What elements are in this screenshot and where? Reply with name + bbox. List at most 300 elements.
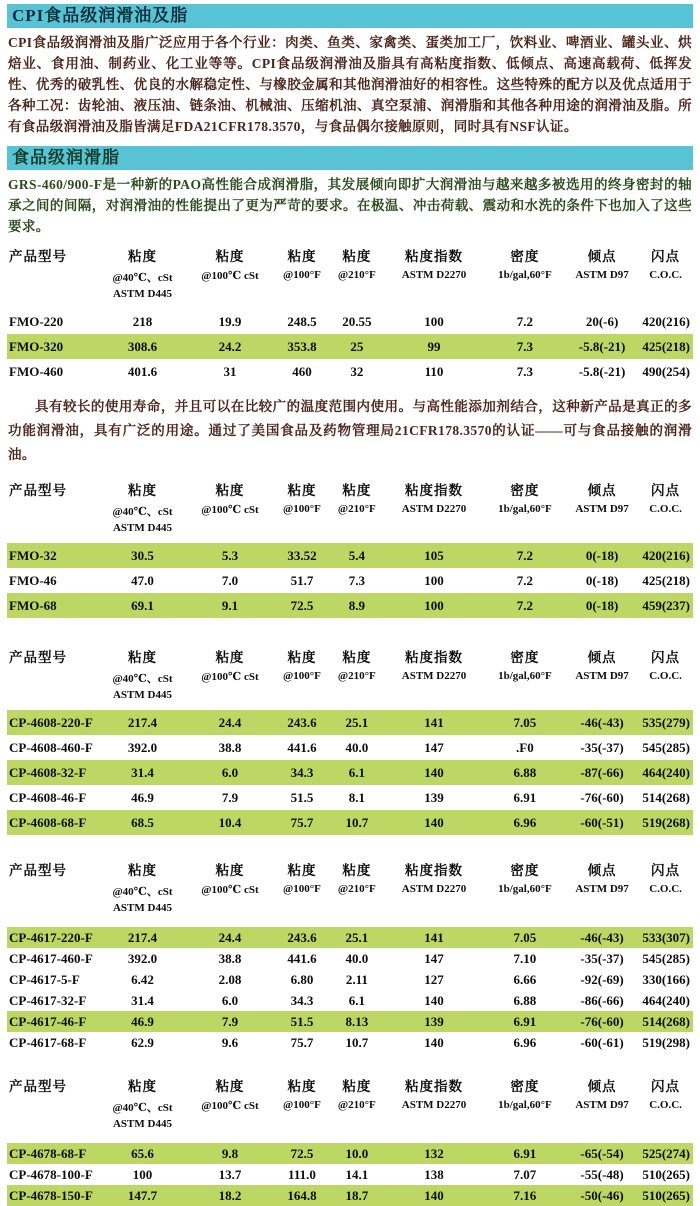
column-header-line: @100°F — [283, 269, 321, 281]
column-header — [484, 853, 566, 927]
table-row — [7, 969, 693, 990]
table-cell: -92(-69) — [580, 971, 624, 987]
table-cell: 47.0 — [131, 572, 154, 588]
spec-table — [7, 239, 693, 384]
product-model-cell: FMO-46 — [9, 572, 57, 588]
column-header-line: @100°F — [283, 1099, 321, 1111]
table-cell: 140 — [424, 814, 444, 830]
table-cell: 7.05 — [513, 714, 537, 730]
column-header-line: ASTM D97 — [575, 269, 629, 281]
column-header — [7, 1069, 100, 1143]
column-header-line: ASTM D2270 — [401, 1099, 467, 1111]
spec-table — [7, 640, 693, 835]
column-header — [638, 853, 693, 927]
column-header — [100, 853, 186, 927]
table-cell: 100 — [424, 572, 444, 588]
column-header-line: ASTM D445 — [112, 522, 172, 534]
table-cell: -86(-66) — [580, 992, 624, 1008]
column-header — [275, 1069, 330, 1143]
table-cell: 20(-6) — [585, 313, 619, 329]
spec-table-fmo-heavy — [7, 239, 693, 384]
column-header-line: 粘度 — [215, 483, 245, 498]
column-header-line: 闪点 — [651, 650, 681, 665]
product-model-cell: CP-4617-68-F — [9, 1034, 87, 1050]
column-header-line: 1b/gal,60°F — [498, 883, 552, 895]
column-header — [329, 640, 384, 710]
table-cell: 5.4 — [348, 547, 365, 563]
table-cell: 7.3 — [348, 572, 365, 588]
table-cell: 425(218) — [642, 572, 690, 588]
table-cell: 420(216) — [642, 313, 690, 329]
column-header-line: C.O.C. — [649, 1099, 682, 1111]
table-cell: 46.9 — [131, 789, 154, 805]
column-header-line: 粘度 — [342, 249, 372, 264]
table-cell: 10.4 — [218, 814, 242, 830]
column-header — [329, 853, 384, 927]
table-cell: 72.5 — [290, 1145, 314, 1161]
table-cell: 51.5 — [290, 789, 314, 805]
table-cell: 0(-18) — [585, 572, 619, 588]
section-header-grease — [7, 146, 693, 170]
column-header-line: ASTM D2270 — [401, 503, 467, 515]
column-header-line: @40℃、cSt — [112, 272, 173, 284]
column-header — [100, 640, 186, 710]
column-header-line: C.O.C. — [649, 269, 682, 281]
column-header-line: 粘度 — [342, 650, 372, 665]
table-cell: 18.7 — [345, 1187, 369, 1203]
column-header-line: 闪点 — [651, 1079, 681, 1094]
table-cell: 6.88 — [513, 764, 537, 780]
table-row — [7, 710, 693, 735]
table-cell: 5.3 — [221, 547, 239, 563]
table-cell: 420(216) — [642, 547, 690, 563]
column-header-line: 闪点 — [651, 483, 681, 498]
table-cell: 140 — [424, 1034, 444, 1050]
table-cell: 140 — [424, 764, 444, 780]
table-cell: 2.11 — [345, 971, 368, 987]
table-cell: 33.52 — [287, 547, 317, 563]
table-cell: 441.6 — [287, 950, 317, 966]
column-header-line: 倾点 — [587, 863, 617, 878]
column-header — [275, 853, 330, 927]
table-cell: 490(254) — [642, 363, 690, 379]
table-cell: 62.9 — [131, 1034, 154, 1050]
column-header-line: ASTM D97 — [575, 670, 629, 682]
table-cell: 105 — [424, 547, 444, 563]
table-cell: -46(-43) — [580, 929, 624, 945]
table-row — [7, 1143, 693, 1164]
table-cell: 7.9 — [221, 1013, 239, 1029]
table-cell: 0(-18) — [585, 547, 619, 563]
column-header — [384, 1069, 483, 1143]
column-header-line: @210°F — [337, 883, 376, 895]
product-model-cell: CP-4608-220-F — [9, 714, 93, 730]
table-cell: 7.3 — [516, 338, 534, 354]
table-cell: 2.08 — [218, 971, 242, 987]
column-header-line: 1b/gal,60°F — [498, 1099, 552, 1111]
column-header — [7, 239, 100, 309]
table-row — [7, 948, 693, 969]
table-cell: 519(268) — [642, 814, 690, 830]
table-cell: 14.1 — [345, 1166, 369, 1182]
table-cell: 6.91 — [513, 1013, 537, 1029]
column-header-line: 产品型号 — [9, 249, 67, 264]
table-cell: -76(-60) — [580, 789, 624, 805]
column-header-line: 粘度指数 — [405, 483, 464, 498]
table-cell: 8.13 — [345, 1013, 369, 1029]
column-header — [7, 853, 100, 927]
column-header-line: 粘度 — [127, 650, 157, 665]
product-model-cell: CP-4608-32-F — [9, 764, 87, 780]
column-header — [566, 239, 638, 309]
column-header-line: 粘度指数 — [405, 650, 464, 665]
table-row — [7, 927, 693, 948]
column-header-line: 粘度 — [215, 249, 245, 264]
table-row — [7, 359, 693, 384]
column-header — [638, 473, 693, 543]
table-cell: 6.91 — [513, 789, 537, 805]
column-header-line: 密度 — [510, 483, 540, 498]
table-cell: 514(268) — [642, 1013, 690, 1029]
table-cell: 25 — [350, 338, 364, 354]
column-header-line: 粘度 — [127, 483, 157, 498]
table-cell: 392.0 — [127, 950, 158, 966]
product-model-cell: FMO-320 — [9, 338, 64, 354]
section-title-grease: 食品级润滑脂 — [12, 148, 120, 167]
column-header-line: C.O.C. — [649, 503, 682, 515]
table-row — [7, 543, 693, 568]
product-model-cell: FMO-68 — [9, 597, 57, 613]
table-cell: -50(-46) — [580, 1187, 624, 1203]
product-model-cell: CP-4678-100-F — [9, 1166, 93, 1182]
table-cell: 0(-18) — [585, 597, 619, 613]
section-header-oils — [7, 4, 693, 28]
table-cell: 353.8 — [287, 338, 317, 354]
table-cell: 514(268) — [642, 789, 690, 805]
column-header-line: ASTM D97 — [575, 503, 629, 515]
header-row — [7, 640, 693, 710]
table-cell: 68.5 — [131, 814, 154, 830]
table-cell: 100 — [132, 1166, 153, 1182]
column-header-line: 粘度 — [287, 863, 317, 878]
table-cell: -60(-51) — [580, 814, 624, 830]
column-header-line: 产品型号 — [9, 1079, 67, 1094]
table-row — [7, 760, 693, 785]
spec-table — [7, 473, 693, 618]
column-header-line: 粘度指数 — [405, 1079, 464, 1094]
column-header-line: 粘度 — [287, 650, 317, 665]
product-model-cell: FMO-220 — [9, 313, 64, 329]
table-row — [7, 593, 693, 618]
column-header-line: ASTM D2270 — [401, 883, 467, 895]
table-cell: 6.0 — [221, 992, 239, 1008]
column-header-line: @210°F — [337, 503, 376, 515]
product-model-cell: CP-4617-32-F — [9, 992, 87, 1008]
table-cell: 330(166) — [642, 971, 690, 987]
table-cell: 6.91 — [513, 1145, 537, 1161]
column-header — [185, 239, 274, 309]
column-header-line: @40℃、cSt — [112, 506, 173, 518]
column-header — [185, 473, 274, 543]
table-cell: 25.1 — [345, 714, 369, 730]
column-header — [329, 1069, 384, 1143]
table-cell: 464(240) — [642, 764, 690, 780]
column-header — [484, 239, 566, 309]
table-cell: -60(-61) — [580, 1034, 624, 1050]
column-header — [566, 1069, 638, 1143]
column-header — [185, 640, 274, 710]
table-cell: 519(298) — [642, 1034, 690, 1050]
table-cell: 65.6 — [131, 1145, 154, 1161]
table-cell: 7.16 — [513, 1187, 537, 1203]
column-header-line: 粘度 — [287, 1079, 317, 1094]
table-cell: 19.9 — [218, 313, 242, 329]
column-header-line: 密度 — [510, 863, 540, 878]
column-header-line: ASTM D97 — [575, 1099, 629, 1111]
table-cell: 140 — [424, 992, 444, 1008]
column-header — [185, 853, 274, 927]
table-row — [7, 785, 693, 810]
spec-table — [7, 1069, 693, 1206]
column-header — [638, 640, 693, 710]
table-cell: 7.07 — [513, 1166, 537, 1182]
table-row — [7, 1164, 693, 1185]
table-cell: 18.2 — [218, 1187, 242, 1203]
table-cell: 20.55 — [342, 313, 372, 329]
column-header-line: 1b/gal,60°F — [498, 269, 552, 281]
table-cell: 308.6 — [127, 338, 158, 354]
product-model-cell: FMO-460 — [9, 363, 64, 379]
table-cell: 217.4 — [127, 929, 158, 945]
column-header-line: 倾点 — [587, 249, 617, 264]
column-header — [275, 473, 330, 543]
product-model-cell: FMO-32 — [9, 547, 57, 563]
table-cell: 7.10 — [513, 950, 537, 966]
column-header-line: 倾点 — [587, 650, 617, 665]
table-cell: 147 — [424, 950, 444, 966]
table-cell: 72.5 — [290, 597, 314, 613]
table-cell: 139 — [424, 789, 444, 805]
column-header-line: 粘度 — [127, 863, 157, 878]
spec-table-cp-4617 — [7, 853, 693, 1053]
product-model-cell: CP-4678-68-F — [9, 1145, 87, 1161]
table-cell: 9.8 — [221, 1145, 239, 1161]
table-cell: 13.7 — [218, 1166, 242, 1182]
column-header-line: 粘度 — [342, 483, 372, 498]
column-header-line: @100°F — [283, 883, 321, 895]
table-cell: 9.1 — [221, 597, 239, 613]
table-cell: 7.2 — [516, 547, 534, 563]
column-header-line: 1b/gal,60°F — [498, 503, 552, 515]
table-cell: -55(-48) — [580, 1166, 624, 1182]
column-header-line: 密度 — [510, 1079, 540, 1094]
table-cell: 7.0 — [221, 572, 239, 588]
table-cell: 6.0 — [221, 764, 239, 780]
table-cell: 51.5 — [290, 1013, 314, 1029]
column-header — [100, 473, 186, 543]
column-header-line: 闪点 — [651, 249, 681, 264]
header-row — [7, 1069, 693, 1143]
table-cell: 7.2 — [516, 313, 534, 329]
column-header — [566, 473, 638, 543]
column-header — [329, 239, 384, 309]
table-cell: 6.1 — [348, 992, 365, 1008]
table-cell: 127 — [424, 971, 444, 987]
column-header-line: 粘度 — [287, 483, 317, 498]
table-cell: 464(240) — [642, 992, 690, 1008]
column-header-line: 粘度指数 — [405, 249, 464, 264]
table-cell: -87(-66) — [580, 764, 624, 780]
table-cell: 46.9 — [131, 1013, 154, 1029]
table-cell: 7.05 — [513, 929, 537, 945]
table-cell: 34.3 — [290, 764, 314, 780]
column-header — [384, 473, 483, 543]
product-model-cell: CP-4617-46-F — [9, 1013, 87, 1029]
table-cell: 525(274) — [642, 1145, 690, 1161]
column-header-line: ASTM D445 — [112, 689, 172, 701]
table-cell: 147.7 — [127, 1187, 158, 1203]
table-cell: 38.8 — [218, 739, 242, 755]
table-cell: 510(265) — [642, 1166, 690, 1182]
table-cell: 31.4 — [131, 764, 154, 780]
column-header-line: 倾点 — [587, 483, 617, 498]
table-cell: 164.8 — [287, 1187, 317, 1203]
column-header — [566, 853, 638, 927]
header-row — [7, 853, 693, 927]
column-header-line: ASTM D2270 — [401, 670, 467, 682]
table-cell: 10.7 — [345, 1034, 369, 1050]
table-cell: 141 — [424, 929, 444, 945]
column-header — [275, 640, 330, 710]
table-cell: 6.88 — [513, 992, 537, 1008]
table-cell: 392.0 — [127, 739, 158, 755]
section-title-oils: CPI食品级润滑油及脂 — [12, 6, 189, 25]
column-header-line: 粘度 — [287, 249, 317, 264]
column-header — [484, 640, 566, 710]
table-cell: 7.2 — [516, 572, 534, 588]
column-header-line: 粘度 — [215, 863, 245, 878]
table-cell: 24.4 — [218, 929, 242, 945]
product-model-cell: CP-4617-5-F — [9, 971, 80, 987]
column-header-line: 产品型号 — [9, 650, 67, 665]
table-cell: 9.6 — [221, 1034, 239, 1050]
column-header-line: 粘度 — [127, 249, 157, 264]
table-cell: 99 — [427, 338, 441, 354]
table-cell: 139 — [424, 1013, 444, 1029]
column-header-line: 1b/gal,60°F — [498, 670, 552, 682]
table-cell: 34.3 — [290, 992, 314, 1008]
column-header-line: 粘度 — [215, 1079, 245, 1094]
table-cell: 140 — [424, 1187, 444, 1203]
table-cell: 545(285) — [642, 950, 690, 966]
column-header-line: 粘度 — [215, 650, 245, 665]
column-header-line: ASTM D445 — [112, 1118, 172, 1130]
table-cell: 40.0 — [345, 950, 369, 966]
table-cell: 217.4 — [127, 714, 158, 730]
table-cell: 32 — [350, 363, 364, 379]
column-header — [384, 640, 483, 710]
table-cell: 24.4 — [218, 714, 242, 730]
column-header-line: @210°F — [337, 1099, 376, 1111]
column-header-line: C.O.C. — [649, 670, 682, 682]
table-cell: 75.7 — [290, 1034, 314, 1050]
column-header-line: @210°F — [337, 670, 376, 682]
column-header-line: 倾点 — [587, 1079, 617, 1094]
table-cell: 110 — [424, 363, 444, 379]
column-header — [329, 473, 384, 543]
product-model-cell: CP-4608-46-F — [9, 789, 87, 805]
column-header-line: 产品型号 — [9, 483, 67, 498]
table-cell: 8.1 — [348, 789, 365, 805]
product-model-cell: CP-4608-460-F — [9, 739, 93, 755]
column-header-line: ASTM D445 — [112, 288, 172, 300]
table-cell: 40.0 — [345, 739, 369, 755]
mid-paragraph: 具有较长的使用寿命，并且可以在比较广的温度范围内使用。与高性能添加剂结合，这种新产品是真正的多功能润滑油，具有广泛的用途。通过了美国食品及药物管理局21CFR178.3570的认证——可与食品接触的润滑油。 — [8, 399, 692, 462]
table-cell: 8.9 — [348, 597, 365, 613]
table-cell: 31.4 — [131, 992, 154, 1008]
table-row — [7, 1185, 693, 1206]
intro-paragraph: CPI食品级润滑油及脂广泛应用于各个行业：肉类、鱼类、家禽类、蛋类加工厂，饮料业、啤酒业、罐头业、烘焙业、食用油、制药业、化工业等等。CPI食品级润滑油及脂具有高粘度指数、低倾点、高速高载荷、低挥发性、优秀的破乳性、优良的水解稳定性、与橡胶金属和其他润滑油好的相容性。这些特殊的配方以及优点适用于各种工况：齿轮油、液压油、链条油、机械油、压缩机油、真空泵浦、润滑脂和其他各种用途的润滑油及脂。所有食品级润滑油及脂皆满足FDA21CFR178.3570，与食品偶尔接触原则，同时具有NSF认证。 — [8, 35, 692, 134]
table-cell: 248.5 — [287, 313, 317, 329]
column-header-line: @100℃ cSt — [201, 671, 259, 683]
table-cell: 147 — [424, 739, 444, 755]
table-cell: 243.6 — [287, 929, 317, 945]
column-header — [185, 1069, 274, 1143]
table-cell: -65(-54) — [580, 1145, 624, 1161]
header-row — [7, 239, 693, 309]
table-cell: 545(285) — [642, 739, 690, 755]
column-header — [638, 239, 693, 309]
table-cell: 6.96 — [513, 814, 537, 830]
table-cell: 6.80 — [290, 971, 314, 987]
column-header-line: @100℃ cSt — [201, 270, 259, 282]
table-cell: 243.6 — [287, 714, 317, 730]
column-header-line: ASTM D445 — [112, 902, 172, 914]
table-cell: 141 — [424, 714, 444, 730]
table-cell: -5.8(-21) — [578, 338, 626, 354]
product-model-cell: CP-4617-220-F — [9, 929, 93, 945]
table-cell: 138 — [424, 1166, 444, 1182]
table-cell: .F0 — [516, 739, 534, 755]
column-header-line: @100℃ cSt — [201, 504, 259, 516]
table-cell: 10.0 — [345, 1145, 369, 1161]
column-header-line: @210°F — [337, 269, 376, 281]
column-header — [7, 473, 100, 543]
table-cell: -35(-37) — [580, 739, 624, 755]
table-cell: 533(307) — [642, 929, 690, 945]
table-cell: -46(-43) — [580, 714, 624, 730]
table-cell: 132 — [424, 1145, 444, 1161]
table-row — [7, 334, 693, 359]
table-cell: 7.2 — [516, 597, 534, 613]
column-header-line: 粘度 — [127, 1079, 157, 1094]
column-header-line: @40℃、cSt — [112, 673, 173, 685]
column-header — [484, 473, 566, 543]
table-cell: 510(265) — [642, 1187, 690, 1203]
table-cell: 25.1 — [345, 929, 369, 945]
table-cell: 10.7 — [345, 814, 369, 830]
table-cell: 75.7 — [290, 814, 314, 830]
spec-table-cp-4608 — [7, 640, 693, 835]
product-model-cell: CP-4617-460-F — [9, 950, 93, 966]
table-cell: 51.7 — [290, 572, 314, 588]
column-header — [566, 640, 638, 710]
column-header-line: @40℃、cSt — [112, 1102, 173, 1114]
table-cell: 100 — [424, 597, 444, 613]
column-header-line: 粘度指数 — [405, 863, 464, 878]
table-cell: -5.8(-21) — [578, 363, 626, 379]
column-header — [384, 853, 483, 927]
